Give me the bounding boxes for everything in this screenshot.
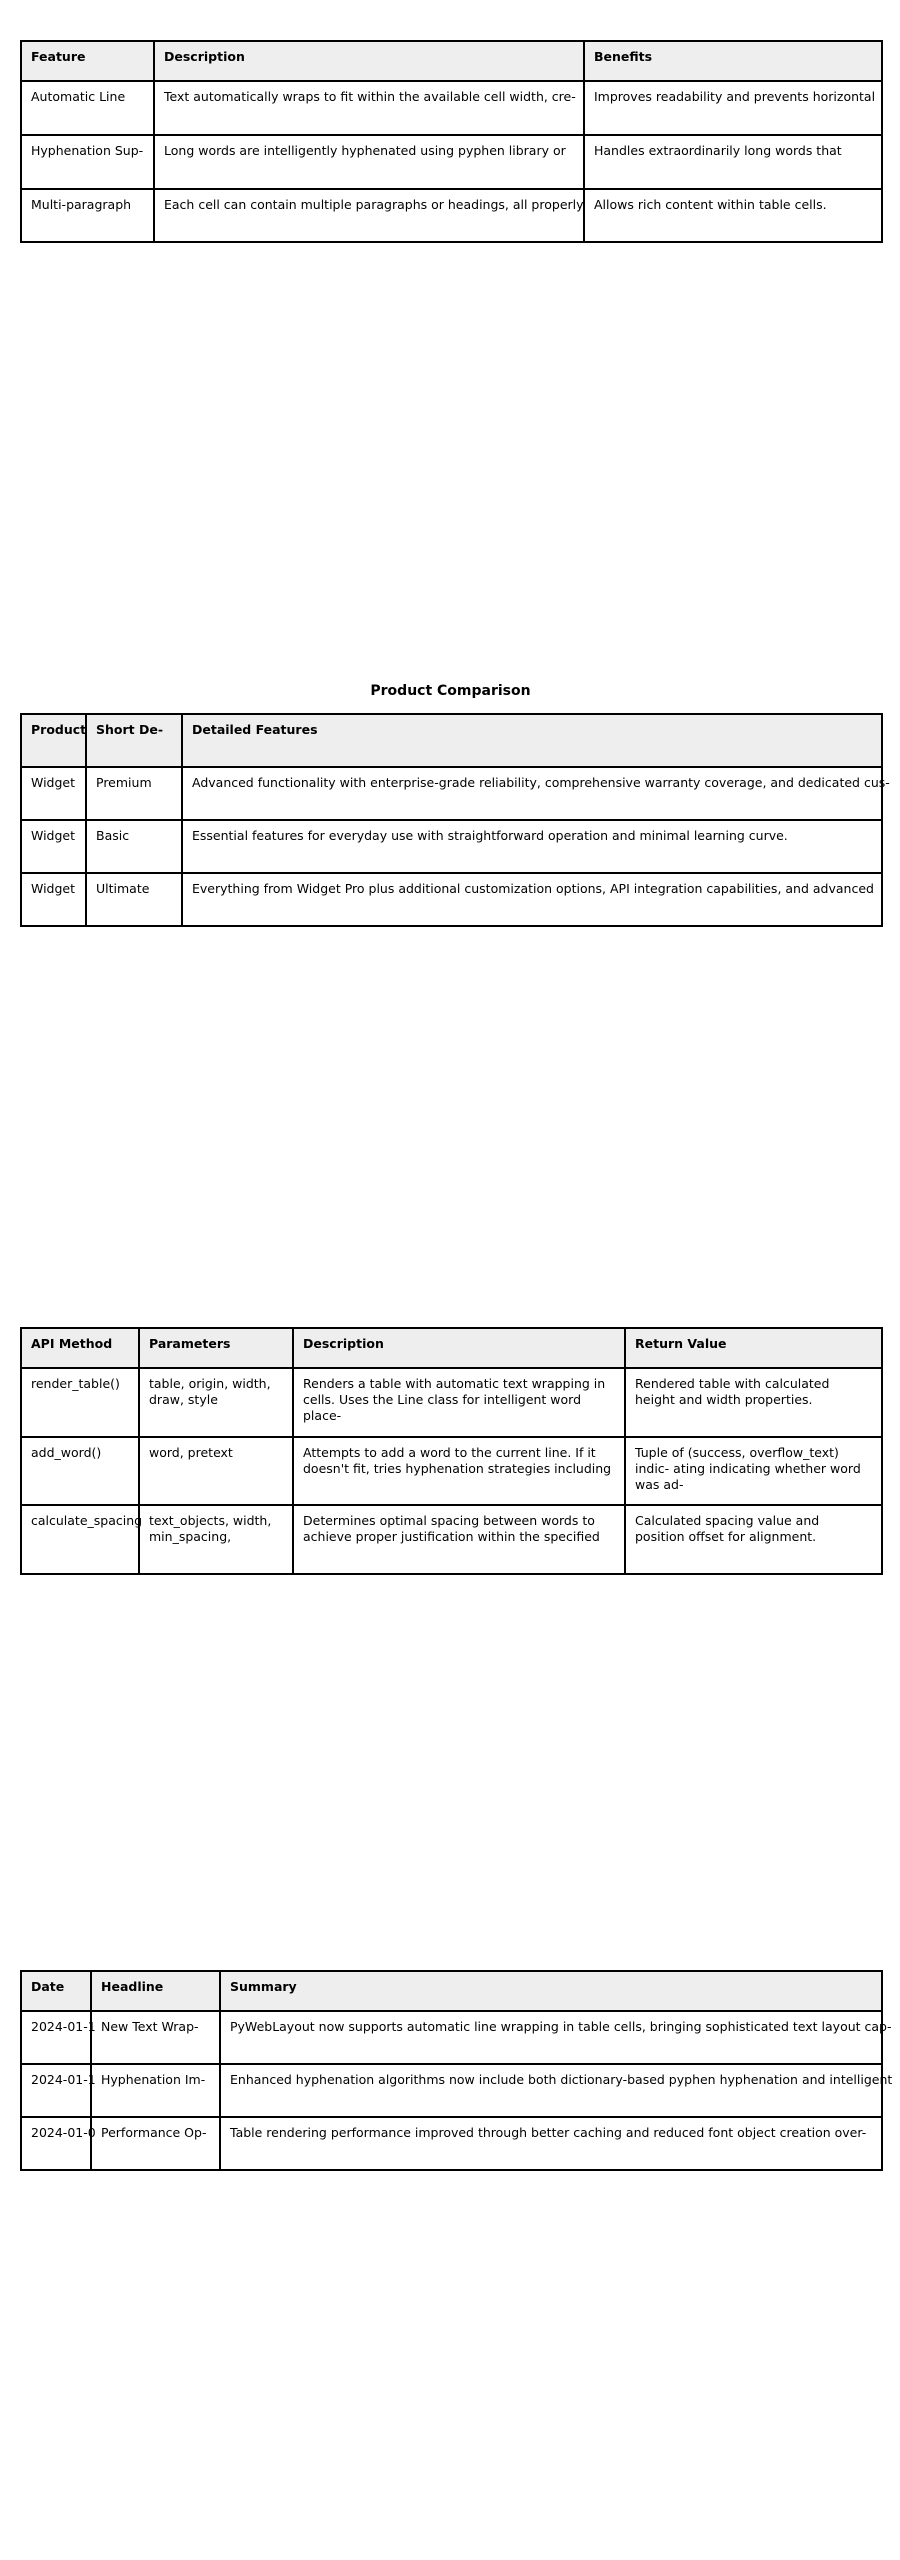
table-cell: render_table() (21, 1368, 139, 1437)
column-header: Feature (21, 41, 154, 81)
table-cell: Widget (21, 873, 86, 926)
table-header-row (21, 1328, 882, 1368)
table-row (21, 820, 882, 873)
table-cell: Essential features for everyday use with straightforward operation and minimal learning curve. (182, 820, 882, 873)
table-row (21, 2064, 882, 2117)
table-cell: Improves readability and prevents horizontal (584, 81, 882, 135)
table-row (21, 767, 882, 820)
table-cell: Handles extraordinarily long words that (584, 135, 882, 189)
table-cell: Attempts to add a word to the current line. If it doesn't fit, tries hyphenation strategies including (293, 1437, 625, 1505)
table-cell: 2024-01-1 (21, 2011, 91, 2064)
table-row (21, 873, 882, 926)
table-cell: Enhanced hyphenation algorithms now include both dictionary-based pyphen hyphenation and intelligent (220, 2064, 882, 2117)
table-cell: Automatic Line (21, 81, 154, 135)
column-header: Detailed Features (182, 714, 882, 767)
column-header: Parameters (139, 1328, 293, 1368)
table-cell: Renders a table with automatic text wrapping in cells. Uses the Line class for intelligent word place- (293, 1368, 625, 1437)
column-header: Description (293, 1328, 625, 1368)
table-cell: PyWebLayout now supports automatic line wrapping in table cells, bringing sophisticated text layout cap- (220, 2011, 882, 2064)
table-caption: Product Comparison (370, 683, 531, 699)
table-row (21, 1437, 882, 1505)
column-header: Date (21, 1971, 91, 2011)
news-table (20, 1970, 893, 2171)
table-row (21, 135, 882, 189)
column-header: API Method (21, 1328, 139, 1368)
column-header: Return Value (625, 1328, 882, 1368)
table-row (21, 1368, 882, 1437)
table-header-row (21, 714, 882, 767)
table-header-row (21, 1971, 882, 2011)
column-header: Description (154, 41, 584, 81)
column-header: Summary (220, 1971, 882, 2011)
table-cell: Determines optimal spacing between words to achieve proper justification within the specified (293, 1505, 625, 1574)
table-cell: Basic (86, 820, 182, 873)
table-cell: Premium (86, 767, 182, 820)
table-row (21, 189, 882, 242)
table-cell: New Text Wrap- (91, 2011, 220, 2064)
table-row (21, 81, 882, 135)
table-cell: calculate_spacing (21, 1505, 139, 1574)
column-header: Short De- (86, 714, 182, 767)
product-comparison-table (20, 713, 890, 927)
table-cell: Widget (21, 820, 86, 873)
column-header: Product (21, 714, 86, 767)
table-cell: 2024-01-0 (21, 2117, 91, 2170)
table-cell: Performance Op- (91, 2117, 220, 2170)
table-cell: Calculated spacing value and position offset for alignment. (625, 1505, 882, 1574)
table-cell: Rendered table with calculated height and width properties. (625, 1368, 882, 1437)
table-cell: Widget (21, 767, 86, 820)
table-cell: Ultimate (86, 873, 182, 926)
table-cell: Advanced functionality with enterprise-grade reliability, comprehensive warranty coverage, and dedicated cus- (182, 767, 882, 820)
features-table (20, 40, 883, 243)
table-cell: Hyphenation Im- (91, 2064, 220, 2117)
table-cell: Long words are intelligently hyphenated using pyphen library or (154, 135, 584, 189)
table-row (21, 2117, 882, 2170)
table-cell: Allows rich content within table cells. (584, 189, 882, 242)
column-header: Headline (91, 1971, 220, 2011)
api-methods-table (20, 1327, 883, 1575)
table-cell: Each cell can contain multiple paragraphs or headings, all properly (154, 189, 584, 242)
table-cell: Everything from Widget Pro plus additional customization options, API integration capabilities, and advanced (182, 873, 882, 926)
table-cell: table, origin, width, draw, style (139, 1368, 293, 1437)
column-header: Benefits (584, 41, 882, 81)
table-cell: add_word() (21, 1437, 139, 1505)
table-cell: Hyphenation Sup- (21, 135, 154, 189)
table-cell: Multi-paragraph (21, 189, 154, 242)
table-row (21, 1505, 882, 1574)
table-cell: Text automatically wraps to fit within the available cell width, cre- (154, 81, 584, 135)
table-cell: Table rendering performance improved through better caching and reduced font object creation over- (220, 2117, 882, 2170)
table-cell: text_objects, width, min_spacing, (139, 1505, 293, 1574)
table-cell: word, pretext (139, 1437, 293, 1505)
table-header-row (21, 41, 882, 81)
table-cell: Tuple of (success, overflow_text) indic- ating indicating whether word was ad- (625, 1437, 882, 1505)
table-cell: 2024-01-1 (21, 2064, 91, 2117)
table-row (21, 2011, 882, 2064)
